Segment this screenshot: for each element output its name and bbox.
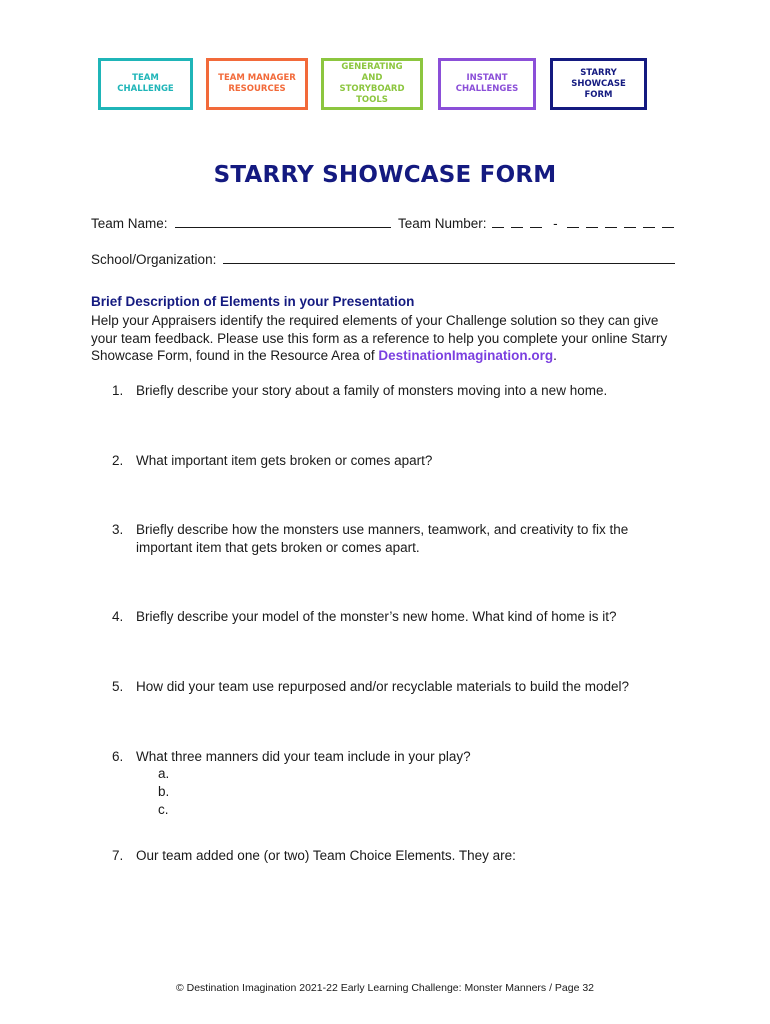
school-field[interactable]: [223, 251, 675, 264]
question-number: 2.: [112, 453, 124, 468]
question-text: Briefly describe your story about a family of monsters moving into a new home.: [136, 383, 608, 398]
manner-option-c: c.: [158, 802, 169, 817]
team-name-field[interactable]: [175, 215, 391, 228]
tab-label: STARRY SHOWCASE FORM: [571, 67, 626, 100]
team-number-field[interactable]: [492, 216, 674, 231]
school-label: School/Organization:: [91, 252, 217, 267]
question-text: What three manners did your team include in your play?: [136, 749, 471, 764]
tab-label: TEAM MANAGER RESOURCES: [218, 73, 296, 94]
page-footer: © Destination Imagination 2021-22 Early Learning Challenge: Monster Manners / Page 32: [175, 982, 595, 994]
section-heading: Brief Description of Elements in your Presentation: [91, 294, 415, 309]
question-text: Briefly describe your model of the monster’s new home. What kind of home is it?: [136, 609, 617, 624]
tab-team-challenge[interactable]: [98, 58, 193, 110]
question-number: 1.: [112, 383, 124, 398]
question-text: Our team added one (or two) Team Choice Elements. They are:: [136, 848, 516, 863]
question-number: 6.: [112, 749, 124, 764]
resource-nav: [98, 58, 648, 116]
tab-instant-challenges[interactable]: [438, 58, 536, 110]
question-text: Briefly describe how the monsters use manners, teamwork, and creativity to fix the important item that gets broken or comes apart.: [136, 522, 629, 555]
intro-text: Help your Appraisers identify the required elements of your Challenge solution so they can give your team feedback. Please use this form as a reference to help you complete your online Starry Showcase Form, found in the Resource Area of: [91, 313, 668, 363]
page-title: STARRY SHOWCASE FORM: [213, 162, 557, 188]
question-text: What important item gets broken or comes apart?: [136, 453, 433, 468]
tab-team-manager-resources[interactable]: [206, 58, 308, 110]
team-name-label: Team Name:: [91, 216, 168, 231]
question-number: 5.: [112, 679, 124, 694]
intro-paragraph: [91, 312, 681, 365]
manner-option-a: a.: [158, 766, 170, 781]
question-text: How did your team use repurposed and/or recyclable materials to build the model?: [136, 679, 630, 694]
question-number: 7.: [112, 848, 124, 863]
question-number: 4.: [112, 609, 124, 624]
tab-generating-storyboard-tools[interactable]: [321, 58, 423, 110]
manner-option-b: b.: [158, 784, 170, 799]
destination-imagination-link[interactable]: DestinationImagination.org: [378, 348, 554, 363]
team-name-row: [91, 215, 391, 231]
intro-text-end: .: [553, 348, 557, 363]
school-row: [91, 251, 675, 267]
question-number: 3.: [112, 522, 124, 537]
tab-label: INSTANT CHALLENGES: [455, 73, 519, 94]
tab-label: GENERATING AND STORYBOARD TOOLS: [339, 62, 405, 105]
tab-starry-showcase-form[interactable]: [550, 58, 647, 110]
tab-label: TEAM CHALLENGE: [117, 73, 174, 94]
team-number-label: Team Number:: [398, 216, 487, 231]
team-number-row: [398, 215, 674, 231]
team-number-separator: -: [553, 216, 558, 231]
